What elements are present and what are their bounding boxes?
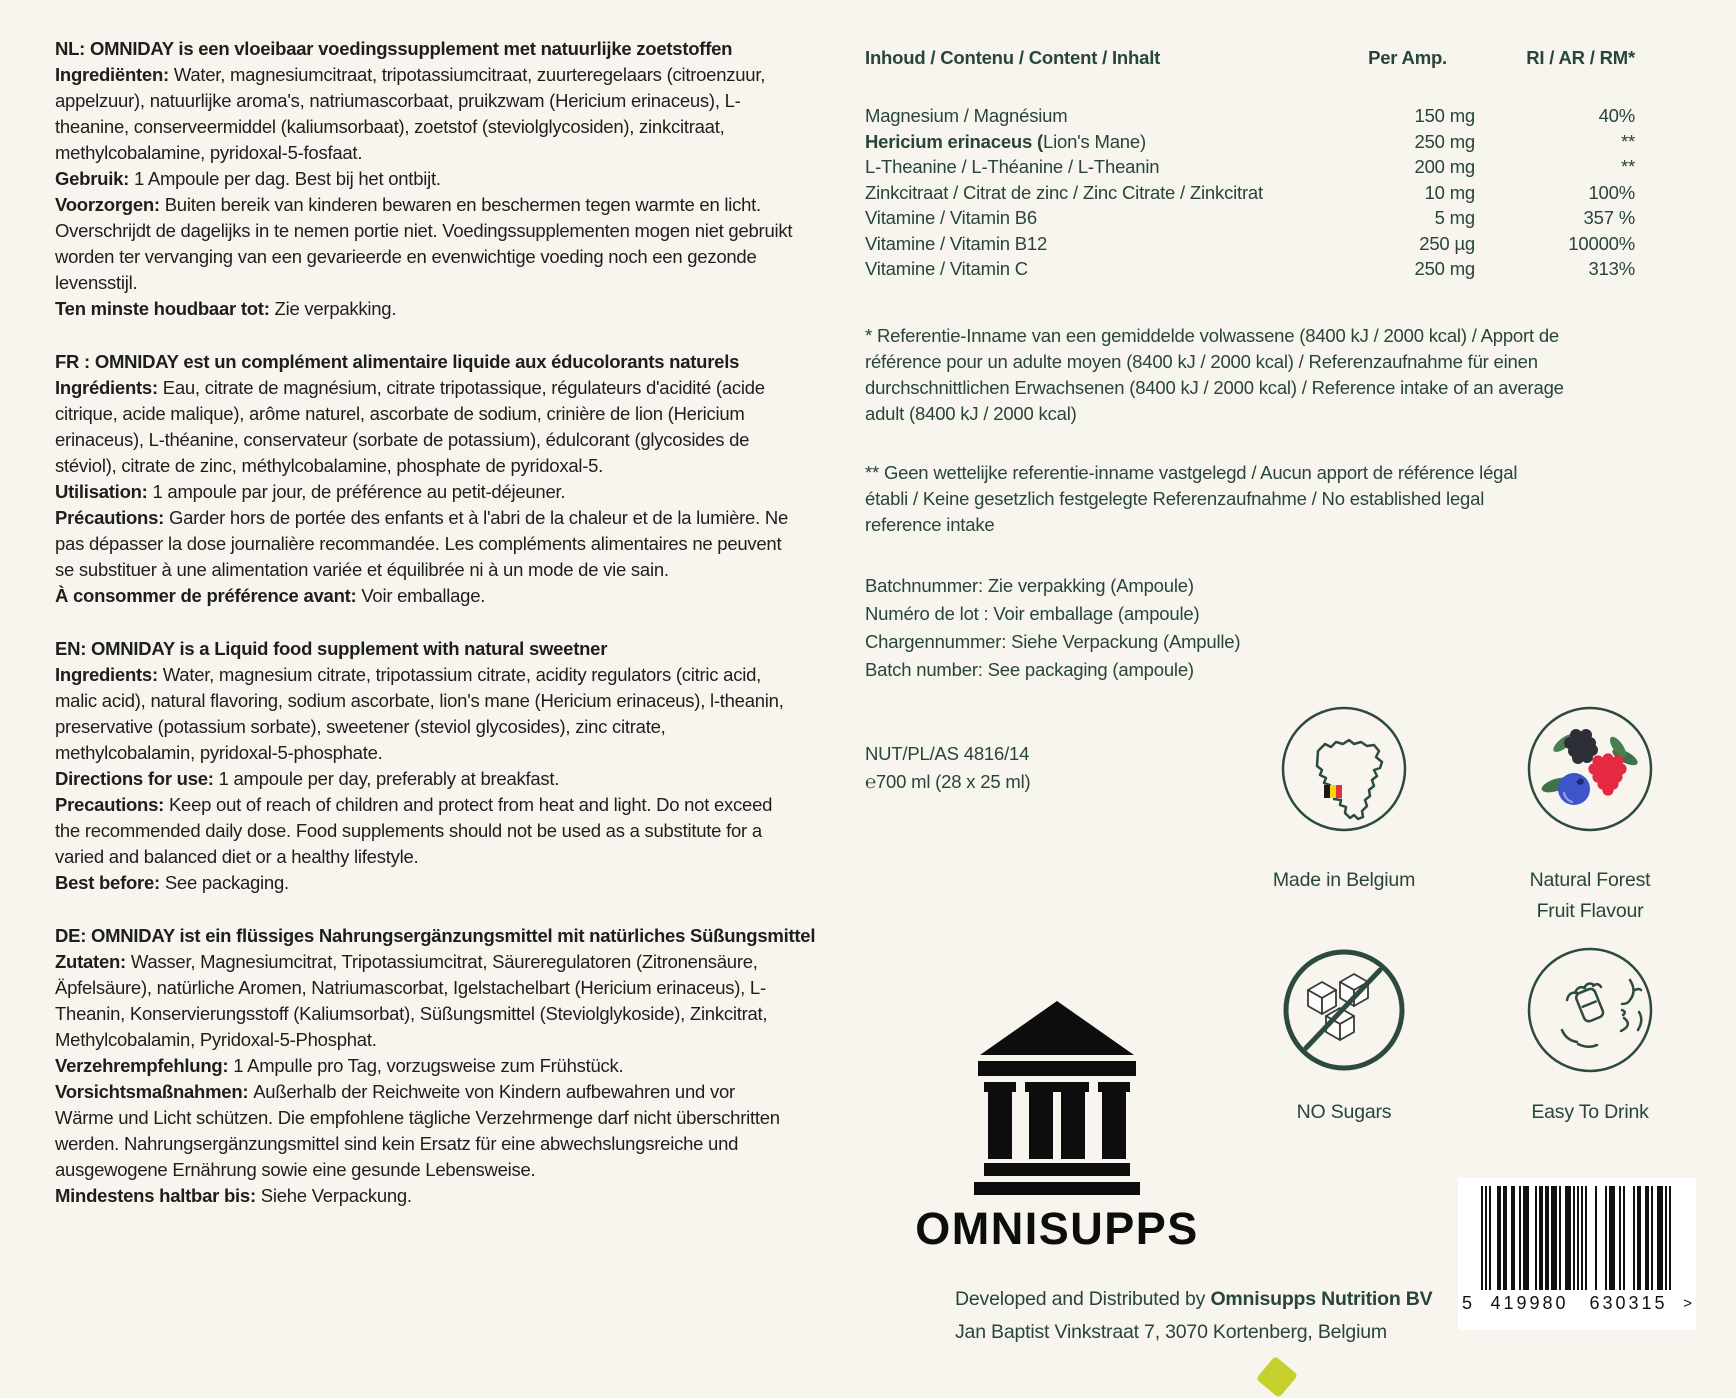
labeled-paragraph bbox=[55, 870, 793, 896]
nutrient-name: Magnesium / Magnésium bbox=[865, 105, 1068, 126]
nutrient-name: Vitamine / Vitamin B12 bbox=[865, 232, 1048, 254]
footnote-no-legal-reference: ** Geen wettelijke referentie-inname vastgelegd / Aucun apport de référence légal établi / Keine gesetzlich festgelegte Referenzaufnahme / No established legal reference intake bbox=[865, 462, 1518, 535]
footnote-reference-intake: * Referentie-Inname van een gemiddelde volwassene (8400 kJ / 2000 kcal) / Apport de référence pour un adulte moyen (8400 kJ / 2000 kcal) / Referenzaufnahme für einen durchschnittlichen Erwachsenen (8400 kJ / 2000 kcal) / Reference intake of an average adult (8400 kJ / 2000 kcal) bbox=[865, 325, 1564, 424]
barcode-digits bbox=[1462, 1293, 1692, 1314]
field-text: Keep out of reach of children and protect from heat and light. Do not exceed the recommended daily dose. Food supplements should not be used as a substitute for a varied and balanced diet or a healthy lifestyle. bbox=[55, 794, 773, 867]
nutrient-amount: 150 mg bbox=[1414, 105, 1475, 126]
header-ri: RI / AR / RM* bbox=[1526, 47, 1635, 68]
nutrient-amount: 250 µg bbox=[1419, 232, 1475, 254]
labeled-paragraph bbox=[55, 1053, 793, 1079]
no-sugars-label: NO Sugars bbox=[1296, 1101, 1392, 1123]
language-block-nl bbox=[55, 36, 793, 322]
field-label: Best before: bbox=[55, 872, 165, 893]
no-sugars-badge bbox=[1280, 946, 1408, 1074]
barcode-bars bbox=[1481, 1186, 1673, 1290]
forest-fruit-badge bbox=[1526, 705, 1654, 833]
field-text: Eau, citrate de magnésium, citrate tripotassique, régulateurs d'acidité (acide citrique, acide malique), arôme naturel, ascorbate de sodium, crinière de lion (Hericium erinaceus), L-théanine, conservateur (sorbate de potassium), édulcorant (glycosides de stéviol), citrate de zinc, méthylcobalamine, phosphate de pyridoxal-5. bbox=[55, 377, 765, 476]
easy-to-drink-badge bbox=[1526, 946, 1654, 1074]
field-text: Garder hors de portée des enfants et à l'abri de la chaleur et de la lumière. Ne pas dépasser la dose journalière recommandée. Les compléments alimentaires ne peuvent se substituer à une alimentation variée et équilibrée ni à un mode de vie sain. bbox=[55, 507, 789, 580]
batch-number-block bbox=[865, 572, 1240, 684]
distributor-prefix: Developed and Distributed by bbox=[955, 1288, 1211, 1310]
language-block-en bbox=[55, 636, 793, 896]
field-label: Voorzorgen: bbox=[55, 194, 165, 215]
field-label: Gebruik: bbox=[55, 168, 134, 189]
field-text: Water, magnesiumcitraat, tripotassiumcitraat, zuurteregelaars (citroenzuur, appelzuur), natuurlijke aroma's, natriumascorbaat, pruikzwam (Hericium erinaceus), L-theanine, conserveermiddel (kaliumsorbaat), zoetstof (steviolglycosiden), zinkcitraat, methylcobalamine, pyridoxal-5-fosfaat. bbox=[55, 64, 766, 163]
distributor-line bbox=[955, 1283, 1432, 1316]
belgium-map-icon bbox=[1280, 705, 1408, 833]
nutrient-amount: 250 mg bbox=[1414, 258, 1475, 279]
sugar-cubes bbox=[1308, 974, 1368, 1040]
nutrient-amount: 5 mg bbox=[1434, 207, 1475, 228]
raspberry bbox=[1588, 753, 1626, 795]
barcode-group1: 419980 bbox=[1490, 1293, 1569, 1313]
field-label: Utilisation: bbox=[55, 481, 153, 502]
distributor-block bbox=[955, 1283, 1432, 1349]
language-block-title-en: EN: OMNIDAY is a Liquid food supplement with natural sweetner bbox=[55, 638, 608, 659]
language-block-de bbox=[55, 923, 816, 1209]
made-in-belgium-badge bbox=[1280, 705, 1408, 833]
header-per-amp: Per Amp. bbox=[1368, 47, 1447, 68]
labeled-paragraph bbox=[55, 296, 793, 322]
field-text: 1 ampoule per day, preferably at breakfast. bbox=[218, 768, 560, 789]
brand-wordmark: OMNISUPPS bbox=[915, 1203, 1199, 1254]
nutrition-table bbox=[865, 45, 1635, 282]
nutrient-ri: 100% bbox=[1588, 181, 1635, 203]
nutrient-ri: 357 % bbox=[1583, 207, 1635, 228]
field-text: 1 ampoule par jour, de préférence au petit-déjeuner. bbox=[152, 481, 566, 502]
field-label: Zutaten: bbox=[55, 951, 131, 972]
field-text: Buiten bereik van kinderen bewaren en beschermen tegen warmte en licht. Overschrijdt de dagelijks in te nemen portie niet. Voedingssupplementen mogen niet gebruikt worden ter vervanging van een gevarieerde en evenwichtige voeding noch een gezonde levensstijl. bbox=[55, 194, 793, 293]
omnisupps-temple-logo bbox=[972, 997, 1142, 1197]
made-in-belgium-label: Made in Belgium bbox=[1272, 869, 1416, 891]
labeled-paragraph bbox=[55, 792, 793, 870]
labeled-paragraph bbox=[55, 505, 793, 583]
labeled-paragraph bbox=[55, 166, 793, 192]
field-label: Mindestens haltbar bis: bbox=[55, 1185, 261, 1206]
nutrition-table-body bbox=[865, 103, 1635, 282]
field-text: Siehe Verpackung. bbox=[260, 1185, 412, 1206]
belgian-flag-icon bbox=[1324, 785, 1342, 798]
batch-line: Batchnummer: Zie verpakking (Ampoule) bbox=[865, 575, 1194, 596]
nutrition-row bbox=[865, 205, 1635, 231]
language-block-fr bbox=[55, 349, 793, 609]
field-text: 1 Ampulle pro Tag, vorzugsweise zum Frühstück. bbox=[233, 1055, 624, 1076]
ean-barcode bbox=[1458, 1178, 1696, 1330]
field-text: Voir emballage. bbox=[361, 585, 486, 606]
nutrient-ri: 313% bbox=[1588, 258, 1635, 279]
nutrient-name: L-Theanine / L-Théanine / L-Theanin bbox=[865, 156, 1160, 177]
forest-fruit-label-line1: Natural Forest bbox=[1529, 869, 1651, 891]
nutrition-row bbox=[865, 154, 1635, 180]
labeled-paragraph bbox=[55, 949, 793, 1053]
nutrition-row bbox=[865, 231, 1635, 257]
nutrient-name: Vitamine / Vitamin B6 bbox=[865, 207, 1037, 228]
barcode-group2: 630315 bbox=[1589, 1293, 1668, 1313]
labeled-paragraph bbox=[55, 1183, 793, 1209]
no-sugar-icon bbox=[1280, 946, 1408, 1074]
nutrient-amount: 250 mg bbox=[1414, 130, 1475, 152]
nutrition-row bbox=[865, 256, 1635, 282]
field-label: Précautions: bbox=[55, 507, 169, 528]
language-block-title-nl: NL: OMNIDAY is een vloeibaar voedingssupplement met natuurlijke zoetstoffen bbox=[55, 38, 733, 59]
header-content: Inhoud / Contenu / Content / Inhalt bbox=[865, 47, 1161, 68]
nutrient-amount: 200 mg bbox=[1414, 156, 1475, 177]
distributor-address: Jan Baptist Vinkstraat 7, 3070 Kortenberg, Belgium bbox=[955, 1321, 1387, 1343]
nutrition-row bbox=[865, 103, 1635, 129]
nutrient-name: Zinkcitraat / Citrat de zinc / Zinc Citrate / Zinkcitrat bbox=[865, 181, 1263, 203]
nutrient-ri: ** bbox=[1621, 156, 1635, 177]
field-label: Precautions: bbox=[55, 794, 169, 815]
nutrition-table-header bbox=[865, 45, 1635, 71]
batch-line: Numéro de lot : Voir emballage (ampoule) bbox=[865, 603, 1200, 624]
nutrition-row bbox=[865, 180, 1635, 206]
field-text: Außerhalb der Reichweite von Kindern aufbewahren und vor Wärme und Licht schützen. Die empfohlene tägliche Verzehrmenge darf nicht überschritten werden. Nahrungsergänzungsmittel sind kein Ersatz für eine abwechslungsreiche und ausgewogene Ernährung sowie eine gesunde Lebensweise. bbox=[55, 1081, 780, 1180]
language-block-title-fr: FR : OMNIDAY est un complément alimentaire liquide aux éducolorants naturels bbox=[55, 351, 740, 372]
field-text: See packaging. bbox=[164, 872, 289, 893]
labeled-paragraph bbox=[55, 62, 793, 166]
field-text: Water, magnesium citrate, tripotassium citrate, acidity regulators (citric acid, malic acid), natural flavoring, sodium ascorbate, lion's mane (Hericium erinaceus), l-theanin, preservative (potassium sorbate), sweetener (steviol glycosides), zinc citrate, methylcobalamin, pyridoxal-5-phosphate. bbox=[55, 664, 784, 763]
labeled-paragraph bbox=[55, 192, 793, 296]
field-text: Zie verpakking. bbox=[274, 298, 397, 319]
easy-to-drink-label: Easy To Drink bbox=[1531, 1101, 1649, 1123]
field-label: Ten minste houdbaar tot: bbox=[55, 298, 275, 319]
nutrient-amount: 10 mg bbox=[1424, 181, 1475, 203]
barcode-lead-digit: 5 bbox=[1462, 1293, 1474, 1313]
labeled-paragraph bbox=[55, 375, 793, 479]
forest-fruit-label-line2: Fruit Flavour bbox=[1536, 900, 1644, 922]
field-label: Vorsichtsmaßnahmen: bbox=[55, 1081, 254, 1102]
field-label: À consommer de préférence avant: bbox=[55, 585, 362, 606]
labeled-paragraph bbox=[55, 583, 793, 609]
net-content: ℮700 ml (28 x 25 ml) bbox=[865, 771, 1031, 792]
batch-line: Batch number: See packaging (ampoule) bbox=[865, 659, 1194, 680]
forest-fruit-label bbox=[1480, 865, 1700, 927]
labeled-paragraph bbox=[55, 1079, 793, 1183]
nut-code: NUT/PL/AS 4816/14 bbox=[865, 743, 1030, 764]
field-label: Ingrediënten: bbox=[55, 64, 174, 85]
labeled-paragraph bbox=[55, 766, 793, 792]
nutrient-name: Hericium erinaceus (Lion's Mane) bbox=[865, 130, 1146, 152]
nutrient-ri: ** bbox=[1621, 130, 1635, 152]
barcode-suffix: > bbox=[1683, 1295, 1692, 1312]
berries-icon bbox=[1526, 705, 1654, 833]
nutrition-row bbox=[865, 129, 1635, 155]
field-label: Ingredients: bbox=[55, 664, 163, 685]
blueberry bbox=[1558, 773, 1590, 805]
registration-block bbox=[865, 740, 1030, 796]
language-block-title-de: DE: OMNIDAY ist ein flüssiges Nahrungsergänzungsmittel mit natürliches Süßungsmittel bbox=[55, 925, 816, 946]
field-text: 1 Ampoule per dag. Best bij het ontbijt. bbox=[133, 168, 441, 189]
nutrient-ri: 40% bbox=[1598, 105, 1635, 126]
field-text: Wasser, Magnesiumcitrat, Tripotassiumcitrat, Säureregulatoren (Zitronensäure, Äpfelsäure), natürliche Aromen, Natriumascorbat, Igelstachelbart (Hericium erinaceus), L-Theanin, Konservierungsstoff (Kaliumsorbat), Süßungsmittel (Steviolglykoside), Zinkcitrat, Methylcobalamin, Pyridoxal-5-Phosphat. bbox=[55, 951, 768, 1050]
distributor-name: Omnisupps Nutrition BV bbox=[1210, 1288, 1433, 1310]
batch-line: Chargennummer: Siehe Verpackung (Ampulle) bbox=[865, 631, 1241, 652]
left-column bbox=[55, 36, 816, 1236]
field-label: Verzehrempfehlung: bbox=[55, 1055, 234, 1076]
drinking-icon bbox=[1526, 946, 1654, 1074]
field-label: Directions for use: bbox=[55, 768, 219, 789]
field-label: Ingrédients: bbox=[55, 377, 163, 398]
labeled-paragraph bbox=[55, 662, 793, 766]
labeled-paragraph bbox=[55, 479, 793, 505]
nutrient-ri: 10000% bbox=[1568, 232, 1635, 254]
nutrient-name: Vitamine / Vitamin C bbox=[865, 258, 1028, 279]
nutrient-name-bold: Hericium erinaceus ( bbox=[865, 130, 1043, 152]
